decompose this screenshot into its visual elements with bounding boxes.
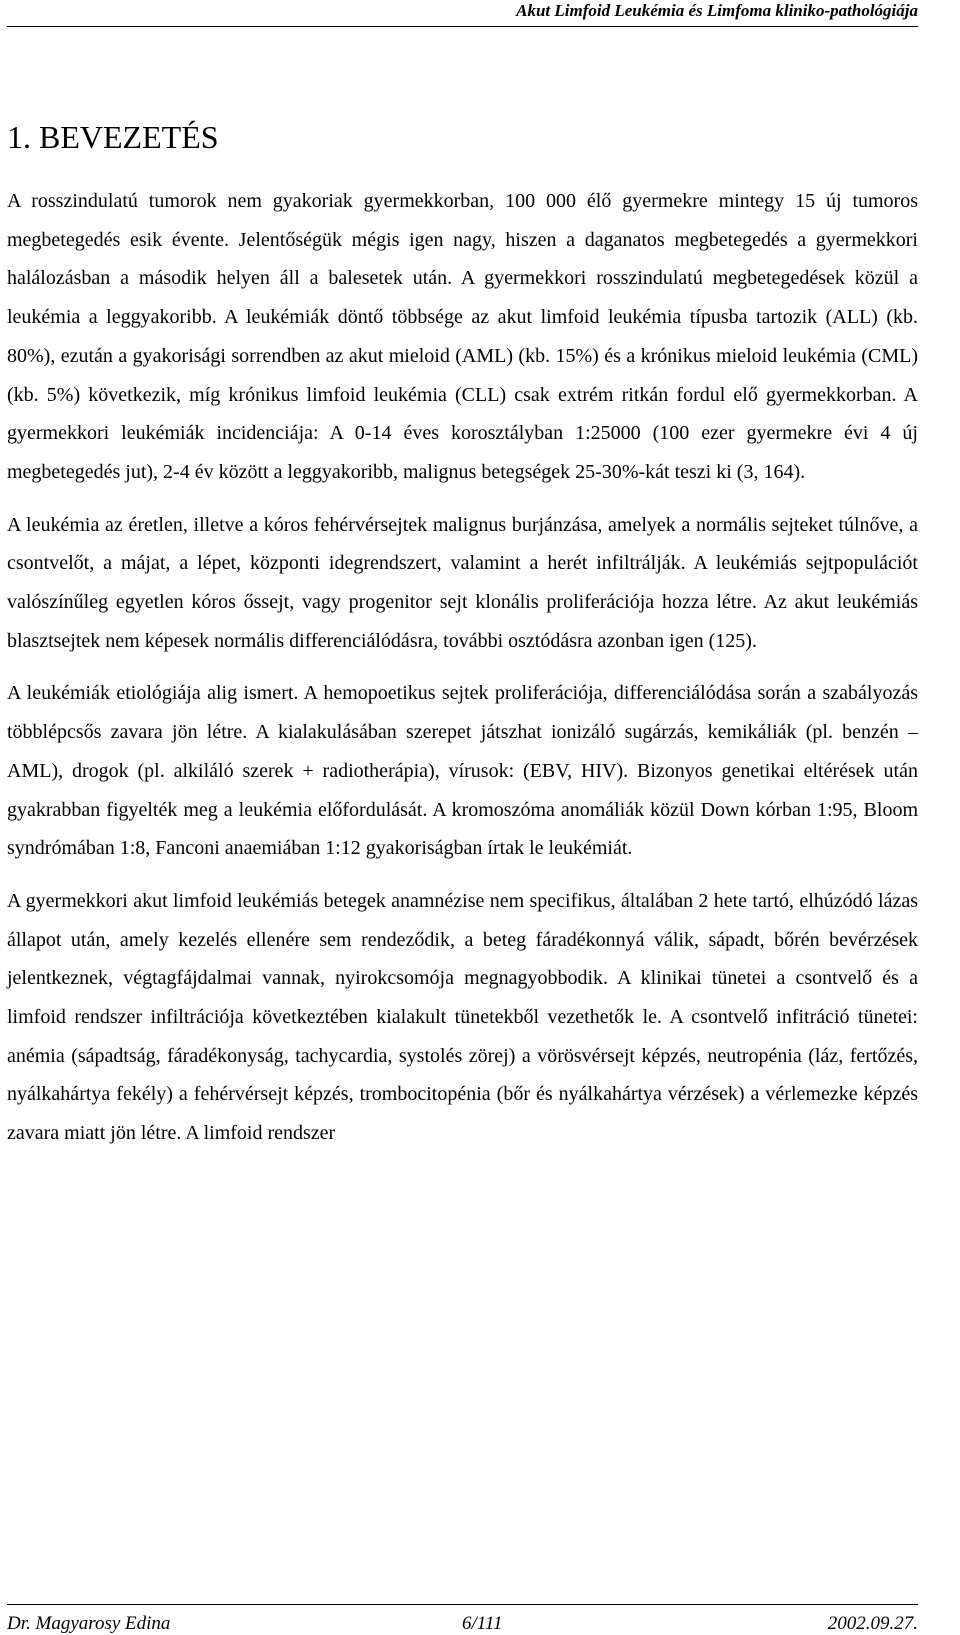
page-header: [7, 0, 918, 27]
running-title: Akut Limfoid Leukémia és Limfoma kliniko-pathológiája: [516, 1, 918, 20]
paragraph-etiology: A leukémiák etiológiája alig ismert. A hemopoetikus sejtek proliferációja, differenciálódása során a szabályozás többlépcsős zavara jön létre. A kialakulásában szerepet játszhat ionizáló sugárzás, kemikáliák (pl. benzén – AML), drogok (pl. alkiláló szerek + radiotherápia), vírusok: (EBV, HIV). Bizonyos genetikai eltérések után gyakrabban figyelték meg a leukémia előfordulását. A kromoszóma anomáliák közül Down kórban 1:95, Bloom syndrómában 1:8, Fanconi anaemiában 1:12 gyakoriságban írtak le leukémiát.: [7, 682, 918, 860]
paragraph-introduction: A rosszindulatú tumorok nem gyakoriak gyermekkorban, 100 000 élő gyermekre mintegy 15 új tumoros megbetegedés esik évente. Jelentőségük mégis igen nagy, hiszen a daganatos megbetegedés a gyermekkori halálozásban a második helyen áll a balesetek után. A gyermekkori rosszindulatú megbetegedések közül a leukémia a leggyakoribb. A leukémiák döntő többsége az akut limfoid leukémia típusba tartozik (ALL) (kb. 80%), ezután a gyakorisági sorrendben az akut mieloid (AML) (kb. 15%) és a krónikus mieloid leukémia (CML)(kb. 5%) következik, míg krónikus limfoid leukémia (CLL) csak extrém ritkán fordul elő gyermekkorban. A gyermekkori leukémiák incidenciája: A 0-14 éves korosztályban 1:25000 (100 ezer gyermekre évi 4 új megbetegedés jut), 2-4 év között a leggyakoribb, malignus betegségek 25-30%-kát teszi ki (3, 164).: [7, 190, 918, 483]
footer-date: 2002.09.27.: [827, 1613, 918, 1634]
body-text: [7, 182, 918, 1167]
page-footer: [7, 1604, 918, 1635]
paragraph-clinical-symptoms: A gyermekkori akut limfoid leukémiás betegek anamnézise nem specifikus, általában 2 hete tartó, elhúzódó lázas állapot után, amely kezelés ellenére sem rendeződik, a beteg fáradékonnyá válik, sápadt, bőrén bevérzések jelentkeznek, végtagfájdalmai vannak, nyirokcsomója megnagyobbodik. A klinikai tünetei a csontvelő és a limfoid rendszer infiltrációja következtében kialakult tünetekből vezethetők le. A csontvelő infitráció tünetei: anémia (sápadtság, fáradékonyság, tachycardia, systolés zörej) a vörösvérsejt képzés, neutropénia (láz, fertőzés, nyálkahártya fekély) a fehérvérsejt képzés, trombocitopénia (bőr és nyálkahártya vérzések) a vérlemezke képzés zavara miatt jön létre. A limfoid rendszer: [7, 889, 918, 1145]
footer-author: Dr. Magyarosy Edina: [7, 1613, 171, 1634]
paragraph-definition: A leukémia az éretlen, illetve a kóros fehérvérsejtek malignus burjánzása, amelyek a normális sejteket túlnőve, a csontvelőt, a májat, a lépet, központi idegrendszert, valamint a herét infiltrálják. A leukémiás sejtpopulációt valószínűleg egyetlen kóros őssejt, vagy progenitor sejt klonális proliferációja hozza létre. Az akut leukémiás blasztsejtek nem képesek normális differenciálódásra, további osztódásra azonban igen (125).: [7, 513, 918, 652]
section-heading: 1. BEVEZETÉS: [7, 119, 219, 155]
footer-page-number: 6/111: [462, 1613, 503, 1634]
